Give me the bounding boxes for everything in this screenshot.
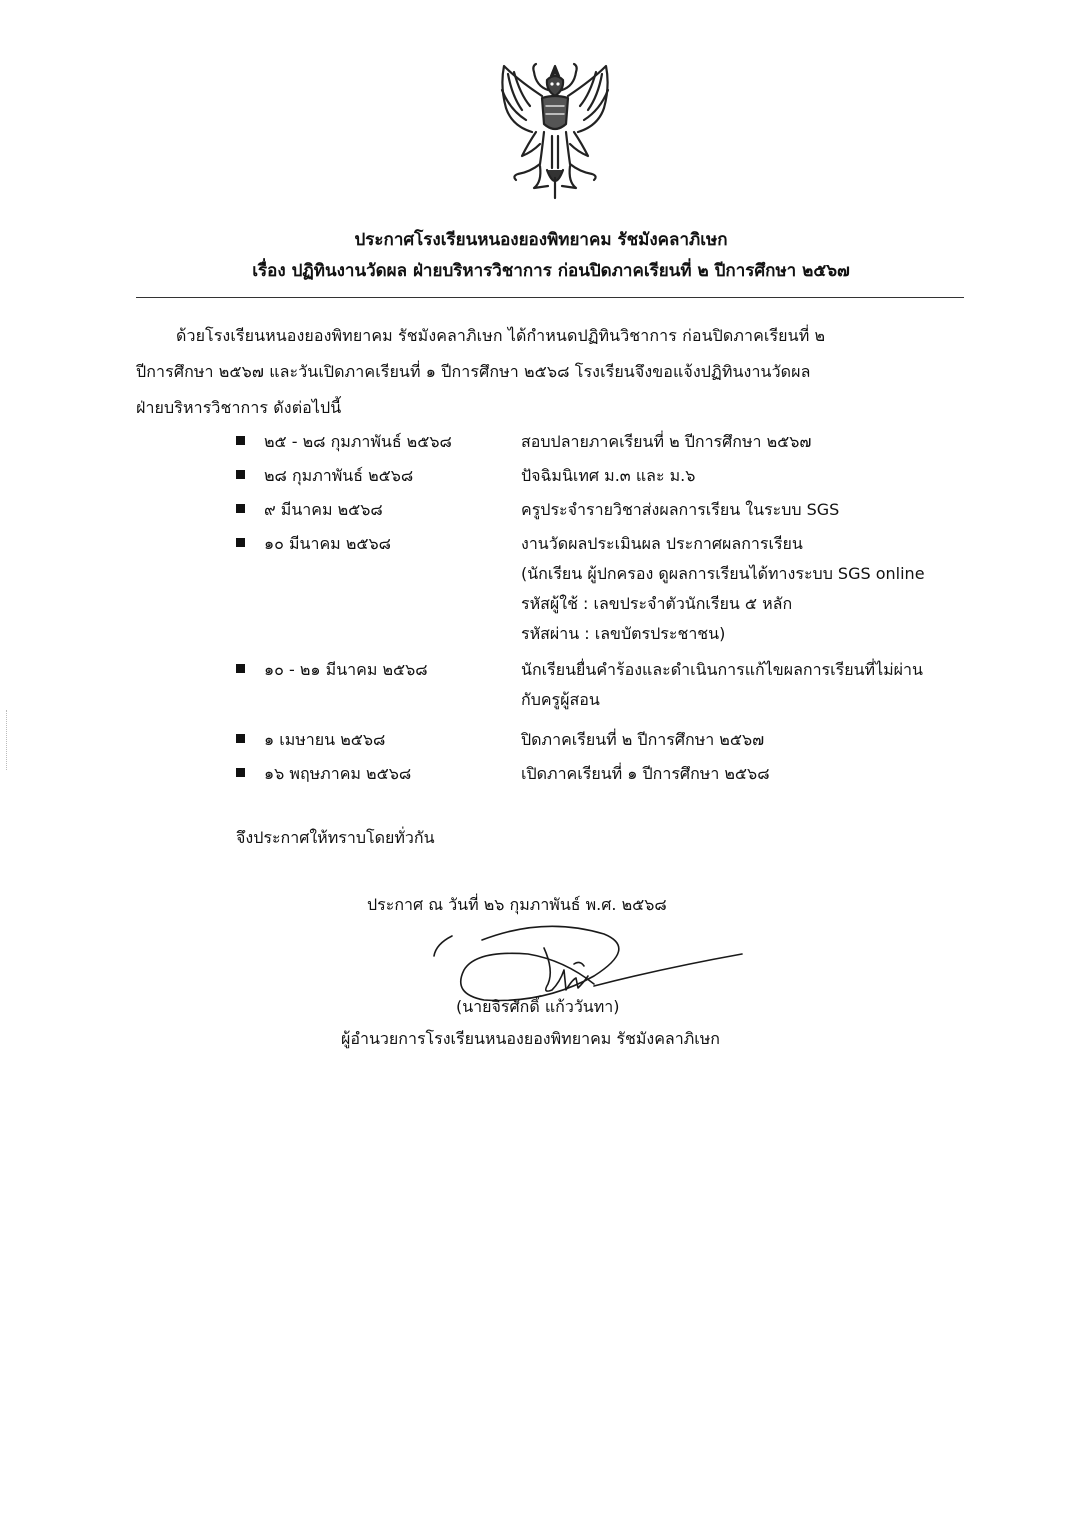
schedule-event-detail: รหัสผ่าน : เลขบัตรประชาชน) xyxy=(521,624,726,643)
schedule-event: สอบปลายภาคเรียนที่ ๒ ปีการศึกษา ๒๕๖๗ xyxy=(521,432,812,451)
schedule-date: ๙ มีนาคม ๒๕๖๘ xyxy=(264,500,383,519)
title-divider xyxy=(136,297,964,298)
schedule-date: ๑ เมษายน ๒๕๖๘ xyxy=(264,730,386,749)
announcement-date: ประกาศ ณ วันที่ ๒๖ กุมภาพันธ์ พ.ศ. ๒๕๖๘ xyxy=(367,895,667,914)
intro-line-2: ปีการศึกษา ๒๕๖๗ และวันเปิดภาคเรียนที่ ๑ ปีการศึกษา ๒๕๖๘ โรงเรียนจึงขอแจ้งปฏิทินงานวัดผล xyxy=(136,362,811,381)
schedule-event-detail: (นักเรียน ผู้ปกครอง ดูผลการเรียนได้ทางระบบ SGS online xyxy=(521,564,925,583)
schedule-date: ๑๐ มีนาคม ๒๕๖๘ xyxy=(264,534,391,553)
intro-line-1: ด้วยโรงเรียนหนองยองพิทยาคม รัชมังคลาภิเษก ได้กำหนดปฏิทินวิชาการ ก่อนปิดภาคเรียนที่ ๒ xyxy=(176,326,826,345)
square-bullet-icon xyxy=(236,504,245,513)
schedule-event: ปิดภาคเรียนที่ ๒ ปีการศึกษา ๒๕๖๗ xyxy=(521,730,765,749)
square-bullet-icon xyxy=(236,538,245,547)
square-bullet-icon xyxy=(236,470,245,479)
schedule-event: เปิดภาคเรียนที่ ๑ ปีการศึกษา ๒๕๖๘ xyxy=(521,764,770,783)
schedule-date: ๑๖ พฤษภาคม ๒๕๖๘ xyxy=(264,764,412,783)
schedule-event-detail: กับครูผู้สอน xyxy=(521,690,600,709)
square-bullet-icon xyxy=(236,436,245,445)
schedule-event: นักเรียนยื่นคำร้องและดำเนินการแก้ไขผลการเรียนที่ไม่ผ่าน xyxy=(521,660,923,679)
schedule-date: ๑๐ - ๒๑ มีนาคม ๒๕๖๘ xyxy=(264,660,428,679)
signer-name: (นายจิรศักดิ์ แก้ววันทา) xyxy=(456,997,620,1016)
schedule-event: ครูประจำรายวิชาส่งผลการเรียน ในระบบ SGS xyxy=(521,500,840,519)
schedule-event: ปัจฉิมนิเทศ ม.๓ และ ม.๖ xyxy=(521,466,696,485)
square-bullet-icon xyxy=(236,664,245,673)
signer-title: ผู้อำนวยการโรงเรียนหนองยองพิทยาคม รัชมังคลาภิเษก xyxy=(341,1029,720,1048)
closing-statement: จึงประกาศให้ทราบโดยทั่วกัน xyxy=(236,828,435,847)
schedule-date: ๒๕ - ๒๘ กุมภาพันธ์ ๒๕๖๘ xyxy=(264,432,452,451)
announcement-title: ประกาศโรงเรียนหนองยองพิทยาคม รัชมังคลาภิเษก xyxy=(354,230,728,250)
announcement-subject: เรื่อง ปฏิทินงานวัดผล ฝ่ายบริหารวิชาการ ก่อนปิดภาคเรียนที่ ๒ ปีการศึกษา ๒๕๖๗ xyxy=(252,261,850,281)
garuda-emblem-icon xyxy=(492,60,618,200)
schedule-date: ๒๘ กุมภาพันธ์ ๒๕๖๘ xyxy=(264,466,414,485)
square-bullet-icon xyxy=(236,768,245,777)
square-bullet-icon xyxy=(236,734,245,743)
scan-edge-marks xyxy=(6,710,9,770)
schedule-event: งานวัดผลประเมินผล ประกาศผลการเรียน xyxy=(521,534,803,553)
schedule-event-detail: รหัสผู้ใช้ : เลขประจำตัวนักเรียน ๕ หลัก xyxy=(521,594,793,613)
intro-line-3: ฝ่ายบริหารวิชาการ ดังต่อไปนี้ xyxy=(136,398,342,417)
